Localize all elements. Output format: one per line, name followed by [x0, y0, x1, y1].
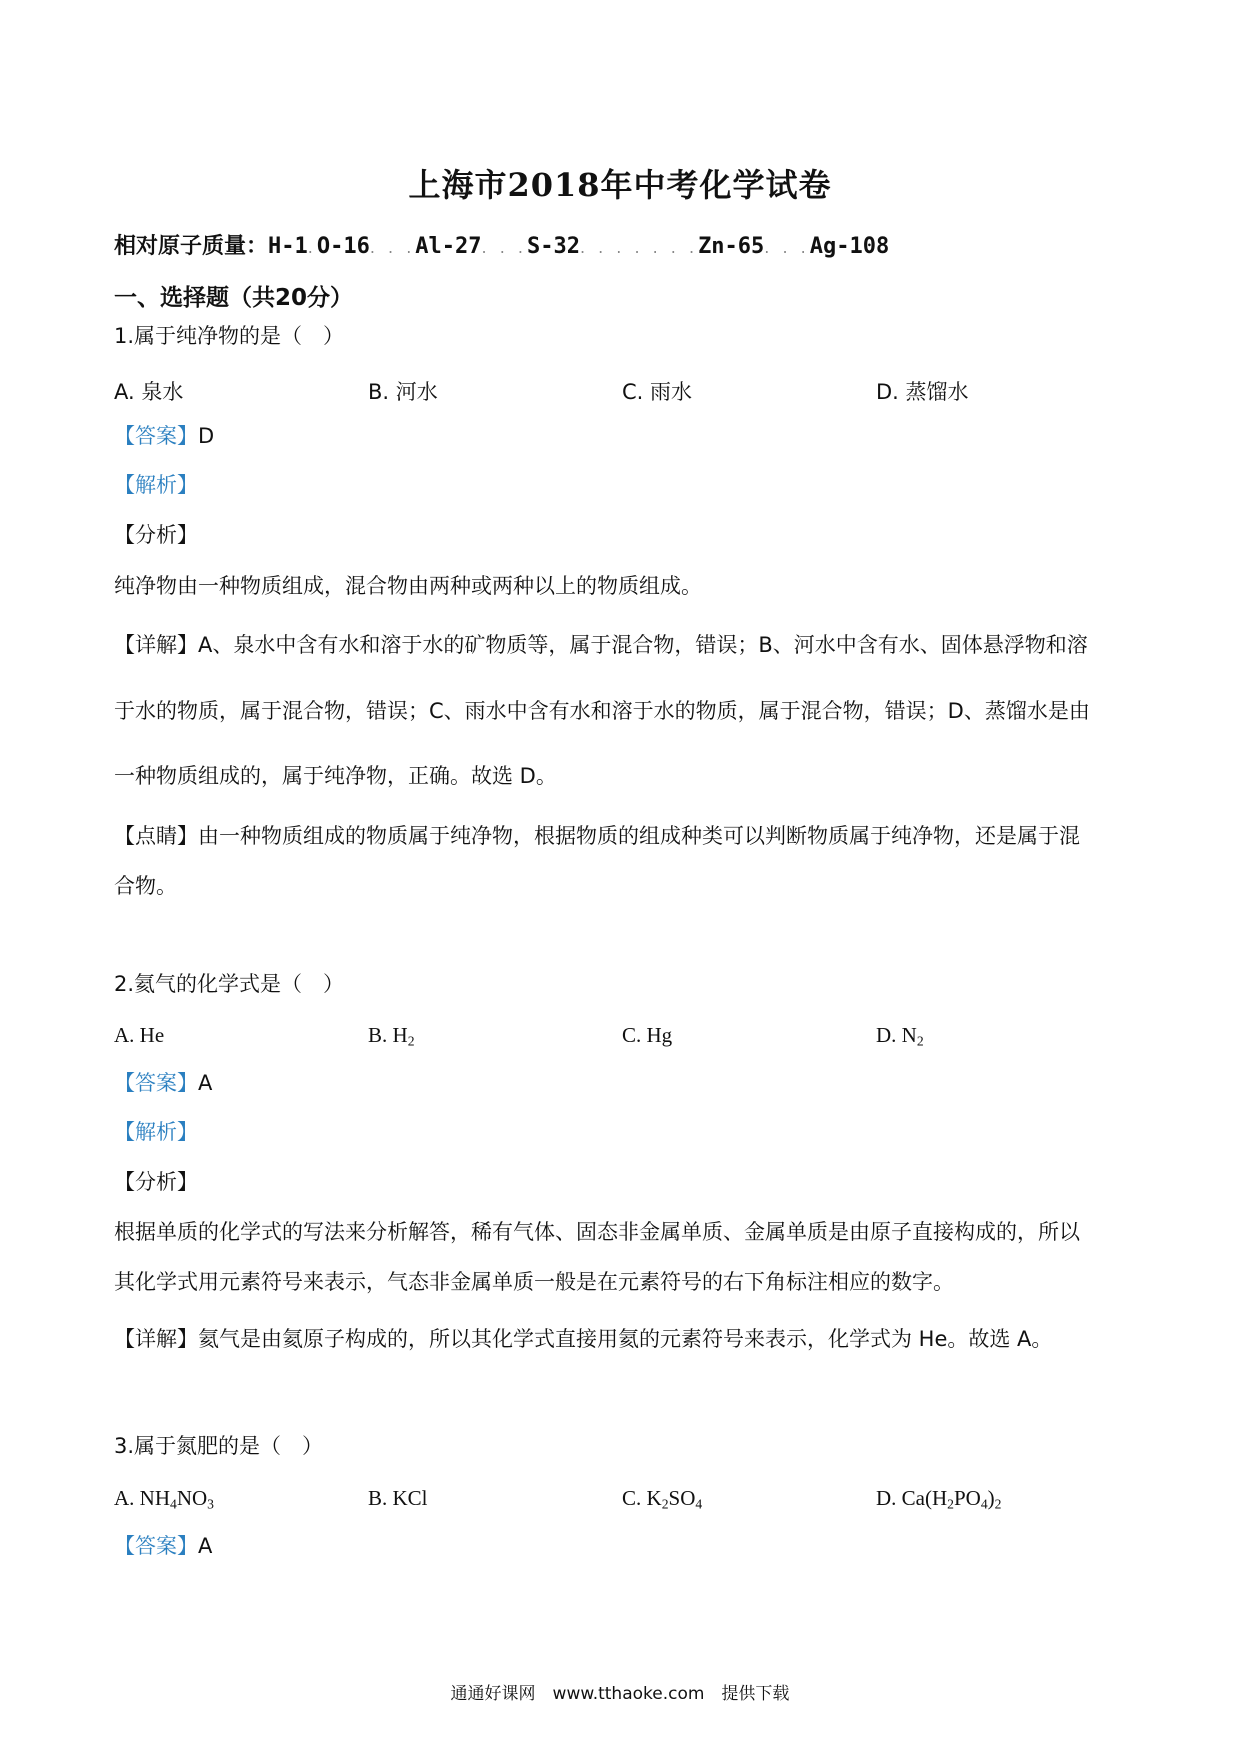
page-title: 上海市2018年中考化学试卷: [408, 166, 832, 204]
atomic-mass-item: S-32: [526, 234, 580, 259]
dianjing-tag: 【点睛】: [114, 824, 198, 848]
formula-text: NO: [176, 1486, 208, 1510]
formula-text: A. NH: [114, 1486, 170, 1510]
question-option: B. KCl: [368, 1486, 428, 1510]
analysis-tag: 【解析】: [114, 473, 198, 497]
atomic-mass-item: Ag-108: [809, 234, 890, 259]
atomic-masses-line: [114, 229, 889, 260]
detail-line: [114, 635, 1088, 656]
atomic-mass-item: Al-27: [415, 234, 482, 259]
atomic-mass-item: O-16: [316, 234, 370, 259]
question-option: D. 蒸馏水: [876, 380, 969, 404]
analysis-tag: 【解析】: [114, 1120, 198, 1144]
atomic-mass-item: Zn-65: [698, 234, 765, 259]
fenxi-text: 纯净物由一种物质组成，混合物由两种或两种以上的物质组成。: [114, 574, 702, 598]
dot-leader: . . .: [764, 238, 810, 257]
question-option: A. He: [114, 1023, 165, 1047]
formula-subscript: 2: [407, 1033, 415, 1049]
detail-text: 一种物质组成的，属于纯净物，正确。故选 D。: [114, 764, 557, 788]
answer-value: D: [198, 424, 215, 448]
atomic-mass-item: H-1: [268, 234, 308, 259]
answer-line: [114, 1536, 212, 1557]
formula-text: C. K: [622, 1486, 662, 1510]
answer-tag: 【答案】: [114, 424, 198, 448]
fenxi-tag: 【分析】: [114, 523, 198, 547]
page-footer: 通通好课网 www.tthaoke.com 提供下载: [450, 1684, 790, 1704]
dot-leader: .: [307, 238, 317, 257]
formula-subscript: 4: [980, 1496, 988, 1512]
formula-subscript: 2: [661, 1496, 669, 1512]
question-option: [876, 1486, 1002, 1511]
formula-subscript: 4: [170, 1496, 177, 1512]
formula-subscript: 3: [207, 1496, 214, 1512]
detail-text: A、泉水中含有水和溶于水的矿物质等，属于混合物，错误；B、河水中含有水、固体悬浮物和溶: [198, 633, 1088, 657]
formula-text: ): [987, 1486, 995, 1510]
question-stem: 1.属于纯净物的是（ ）: [114, 324, 345, 348]
dot-leader: . . .: [481, 238, 527, 257]
fenxi-text: 根据单质的化学式的写法来分析解答，稀有气体、固态非金属单质、金属单质是由原子直接构成的，所以: [114, 1220, 1080, 1244]
fenxi-tag: 【分析】: [114, 1170, 198, 1194]
answer-line: [114, 426, 214, 447]
answer-value: A: [198, 1071, 213, 1095]
question-stem: 2.氦气的化学式是（ ）: [114, 972, 345, 996]
formula-text: D. Ca(H: [876, 1486, 948, 1510]
answer-value: A: [198, 1534, 213, 1558]
dianjing-line: [114, 826, 1080, 847]
detail-tag: 【详解】: [114, 1327, 198, 1351]
section-heading: 一、选择题（共20分）: [114, 285, 354, 311]
question-option: A. 泉水: [114, 380, 184, 404]
question-option: B. 河水: [368, 380, 438, 404]
detail-text: 于水的物质，属于混合物，错误；C、雨水中含有水和溶于水的物质，属于混合物，错误；D、蒸馏水是由: [114, 699, 1090, 723]
atomic-masses-label: 相对原子质量：: [114, 234, 269, 259]
dianjing-text: 由一种物质组成的物质属于纯净物，根据物质的组成种类可以判断物质属于纯净物，还是属于混: [198, 824, 1080, 848]
question-option: [622, 1486, 702, 1511]
formula-text: D. N: [876, 1023, 917, 1047]
question-option: [368, 1023, 415, 1048]
answer-line: [114, 1073, 212, 1094]
question-option: C. Hg: [622, 1023, 673, 1047]
answer-tag: 【答案】: [114, 1071, 198, 1095]
dot-leader: . . . . . . .: [579, 238, 699, 257]
detail-line: [114, 1329, 1052, 1350]
formula-text: B. H: [368, 1023, 408, 1047]
question-option: [114, 1486, 214, 1511]
detail-text: 氦气是由氦原子构成的，所以其化学式直接用氦的元素符号来表示，化学式为 He。故选 A。: [198, 1327, 1053, 1351]
answer-tag: 【答案】: [114, 1534, 198, 1558]
fenxi-text: 其化学式用元素符号来表示，气态非金属单质一般是在元素符号的右下角标注相应的数字。: [114, 1270, 954, 1294]
formula-text: PO: [953, 1486, 981, 1510]
formula-subscript: 2: [994, 1496, 1002, 1512]
formula-subscript: 2: [916, 1033, 924, 1049]
question-option: C. 雨水: [622, 380, 693, 404]
question-option: [876, 1023, 924, 1048]
formula-subscript: 4: [695, 1496, 703, 1512]
dianjing-text: 合物。: [114, 874, 177, 898]
question-stem: 3.属于氮肥的是（ ）: [114, 1434, 324, 1458]
formula-text: SO: [668, 1486, 696, 1510]
detail-tag: 【详解】: [114, 633, 198, 657]
formula-subscript: 2: [947, 1496, 954, 1512]
dot-leader: . . .: [369, 238, 416, 257]
